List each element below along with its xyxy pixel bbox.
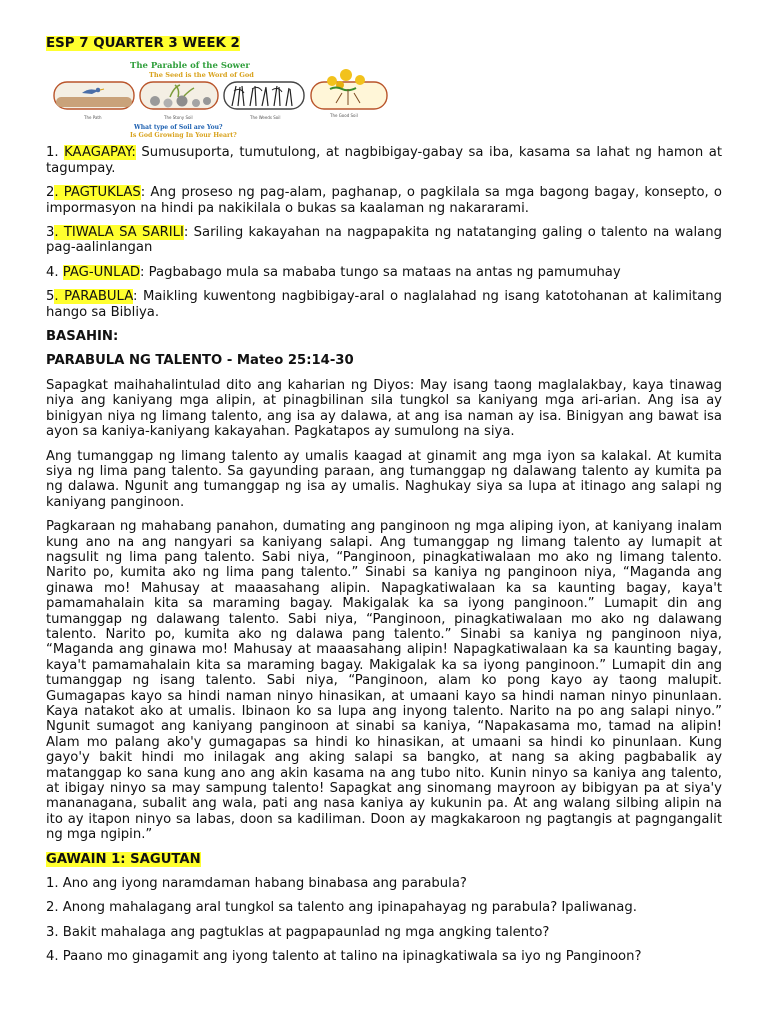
question-list	[46, 876, 722, 965]
definition-separator: :	[183, 225, 189, 241]
definition-text: Maikling kuwentong nagbibigay-aral o naglalahad ng isang katotohanan at kalimitang hango sa Bibliya.	[46, 289, 722, 320]
document-title	[46, 36, 722, 51]
definitions-list	[46, 145, 722, 320]
definition-number: 1.	[46, 145, 65, 161]
definition-item	[46, 265, 722, 280]
reading-label: BASAHIN:	[46, 329, 119, 345]
definition-term: PAG-UNLAD	[62, 264, 140, 280]
definition-number: 2	[46, 185, 55, 201]
question-item: 3. Bakit mahalaga ang pagtuklas at pagpapaunlad ng mga angking talento?	[46, 924, 550, 940]
definition-term: . TIWALA SA SARILI	[54, 225, 184, 241]
panel-path	[54, 82, 134, 120]
question-item: 1. Ano ang iyong naramdaman habang binabasa ang parabula?	[46, 876, 467, 892]
reading-paragraph: Pagkaraan ng mahabang panahon, dumating ang panginoon ng mga aliping iyon, at kaniyang inalam kung ano na ang nangyari sa kaniyang salapi. Ang tumanggap ng limang talento ay lumapit at nagsulit ng lima pang talento. Sabi niya, “Panginoon, pinagkatiwalaan mo ako ng limang talento. Narito po, kumita ako ng lima pang talento.” Sinabi sa kaniya ng panginoon niya, “Maganda ang ginawa mo! Mahusay at maaasahang alipin. Napagkatiwalaan ka sa kaunting bagay, kaya't pamamahalain kita sa maraming bagay. Makigalak ka sa iyong panginoon.” Lumapit din ang tumanggap ng dalawang talento. Sabi niya, “Panginoon, pinagkatiwalaan mo ako ng dalawang talento. Narito po, kumita ako ng dalawa pang talento.” Sinabi sa kaniya ng panginoon niya, “Maganda ang ginawa mo! Mahusay at maaasahang alipin! Napagkatiwalaan ka sa kaunting bagay, kaya't pamamahalain kita sa maraming bagay. Makigalak ka sa iyong panginoon.” Lumapit din ang tumanggap ng isang talento. Sabi niya, “Panginoon, alam ko pong kayo ay taong malupit. Gumagapas kayo sa hindi naman ninyo hinasikan, at umaani kayo sa hindi naman ninyo pinunlaan. Kaya natakot ako at umalis. Ibinaon ko sa lupa ang inyong talento. Narito na po ang salapi ninyo.” Ngunit sumagot ang kaniyang panginoon at sinabi sa kaniya, “Napakasama mo, tamad na alipin! Alam mo palang ako'y gumagapas sa hindi ko hinasikan, at umaani sa hindi ko pinunlaan. Kung gayo'y bakit hindi mo inilagak ang aking salapi sa bangko, at nang sa aking pagbabalik ay matanggap ko sana kung ano ang akin kasama na ang tubo nito. Kunin ninyo sa kaniya ang talento, at ibigay ninyo sa may sampung talento! Sapagkat ang sinomang mayroon ay bibigyan pa at siya'y mananagana, subalit ang wala, pati ang nasa kaniya ay kukunin pa. At ang walang silbing alipin na ito ay itapon ninyo sa labas, doon sa kadiliman. Doon ay magkakaroon ng pagtangis at pagngangalit ng mga ngipin.”	[46, 519, 722, 843]
document-content	[46, 36, 722, 965]
illus-subheading: The Seed is the Word of God	[149, 71, 254, 80]
definition-term: KAAGAPAY:	[64, 145, 136, 161]
panel-label-path: The Path	[84, 115, 102, 121]
panel-label-good: The Good Soil	[330, 113, 358, 119]
sower-graphic	[52, 59, 306, 139]
good-soil-graphic	[310, 59, 390, 119]
definition-item	[46, 145, 722, 176]
illus-heading: The Parable of the Sower	[130, 61, 250, 72]
activity-title: GAWAIN 1: SAGUTAN	[46, 851, 201, 867]
title-highlight: ESP 7 QUARTER 3 WEEK 2	[46, 36, 240, 51]
definition-separator: :	[140, 264, 145, 280]
definition-separator: :	[140, 185, 146, 201]
definition-text: Sumusuporta, tumutulong, at nagbibigay-gabay sa iba, kasama sa lahat ng hamon at tagumpay.	[46, 145, 723, 176]
definition-number: 4.	[46, 264, 63, 280]
question-item: 4. Paano mo ginagamit ang iyong talento at talino na ipinagkatiwala sa iyo ng Panginoon?	[46, 949, 642, 965]
activity-title-line	[46, 852, 722, 867]
definition-term: . PAGTUKLAS	[54, 185, 141, 201]
reading-paragraph: Sapagkat maihahalintulad dito ang kaharian ng Diyos: May isang taong maglalakbay, kaya tinawag niya ang kaniyang mga alipin, at pinagbilinan sila tungkol sa kaniyang mga ari-arian. Ang isa ay binigyan niya ng limang talento, ang isa ay dalawa, at ang isa naman ay isa. Binigyan ang bawat isa ayon sa kaniya-kaniyang kakayahan. Pagkatapos ay sumulong na siya.	[46, 377, 722, 440]
definition-separator: :	[133, 289, 138, 305]
panel-label-weeds: The Weeds Soil	[250, 115, 281, 121]
definition-number: 3	[46, 225, 55, 241]
panel-stony	[140, 82, 218, 120]
question-item: 2. Anong mahalagang aral tungkol sa talento ang ipinapahayag ng parabula? Ipaliwanag.	[46, 900, 637, 916]
definition-number: 5	[46, 289, 55, 305]
definition-text: Ang proseso ng pag-alam, paghanap, o pagkilala sa mga bagong bagay, konsepto, o impormasyon na hindi pa nakikilala o bukas sa kaalaman ng nakararami.	[46, 185, 722, 216]
illus-question-1: What type of Soil are You?	[134, 124, 223, 132]
panel-weeds	[224, 82, 304, 120]
panel-label-stony: The Stony Soil	[164, 115, 193, 121]
definition-item	[46, 225, 722, 256]
definition-text: Sariling kakayahan na nagpapakita ng natatanging galing o talento na walang pag-aalinlangan	[46, 225, 722, 256]
definition-item	[46, 289, 722, 320]
definition-text: Pagbabago mula sa mababa tungo sa mataas na antas ng pamumuhay	[144, 264, 621, 280]
illus-question-2: Is God Growing In Your Heart?	[130, 132, 237, 140]
reading-title: PARABULA NG TALENTO - Mateo 25:14-30	[46, 353, 354, 369]
parable-of-sower-illustration	[52, 59, 358, 140]
definition-item	[46, 185, 722, 216]
reading-paragraph: Ang tumanggap ng limang talento ay umalis kaagad at ginamit ang mga iyon sa kalakal. At kumita siya ng lima pang talento. Sa gayunding paraan, ang tumanggap ng dalawang talento ay kumita pa ng dalawa. Ngunit ang tumanggap ng isa ay umalis. Naghukay siya sa lupa at itinago ang salapi ng kaniyang panginoon.	[46, 448, 722, 510]
definition-term: . PARABULA	[54, 289, 133, 305]
